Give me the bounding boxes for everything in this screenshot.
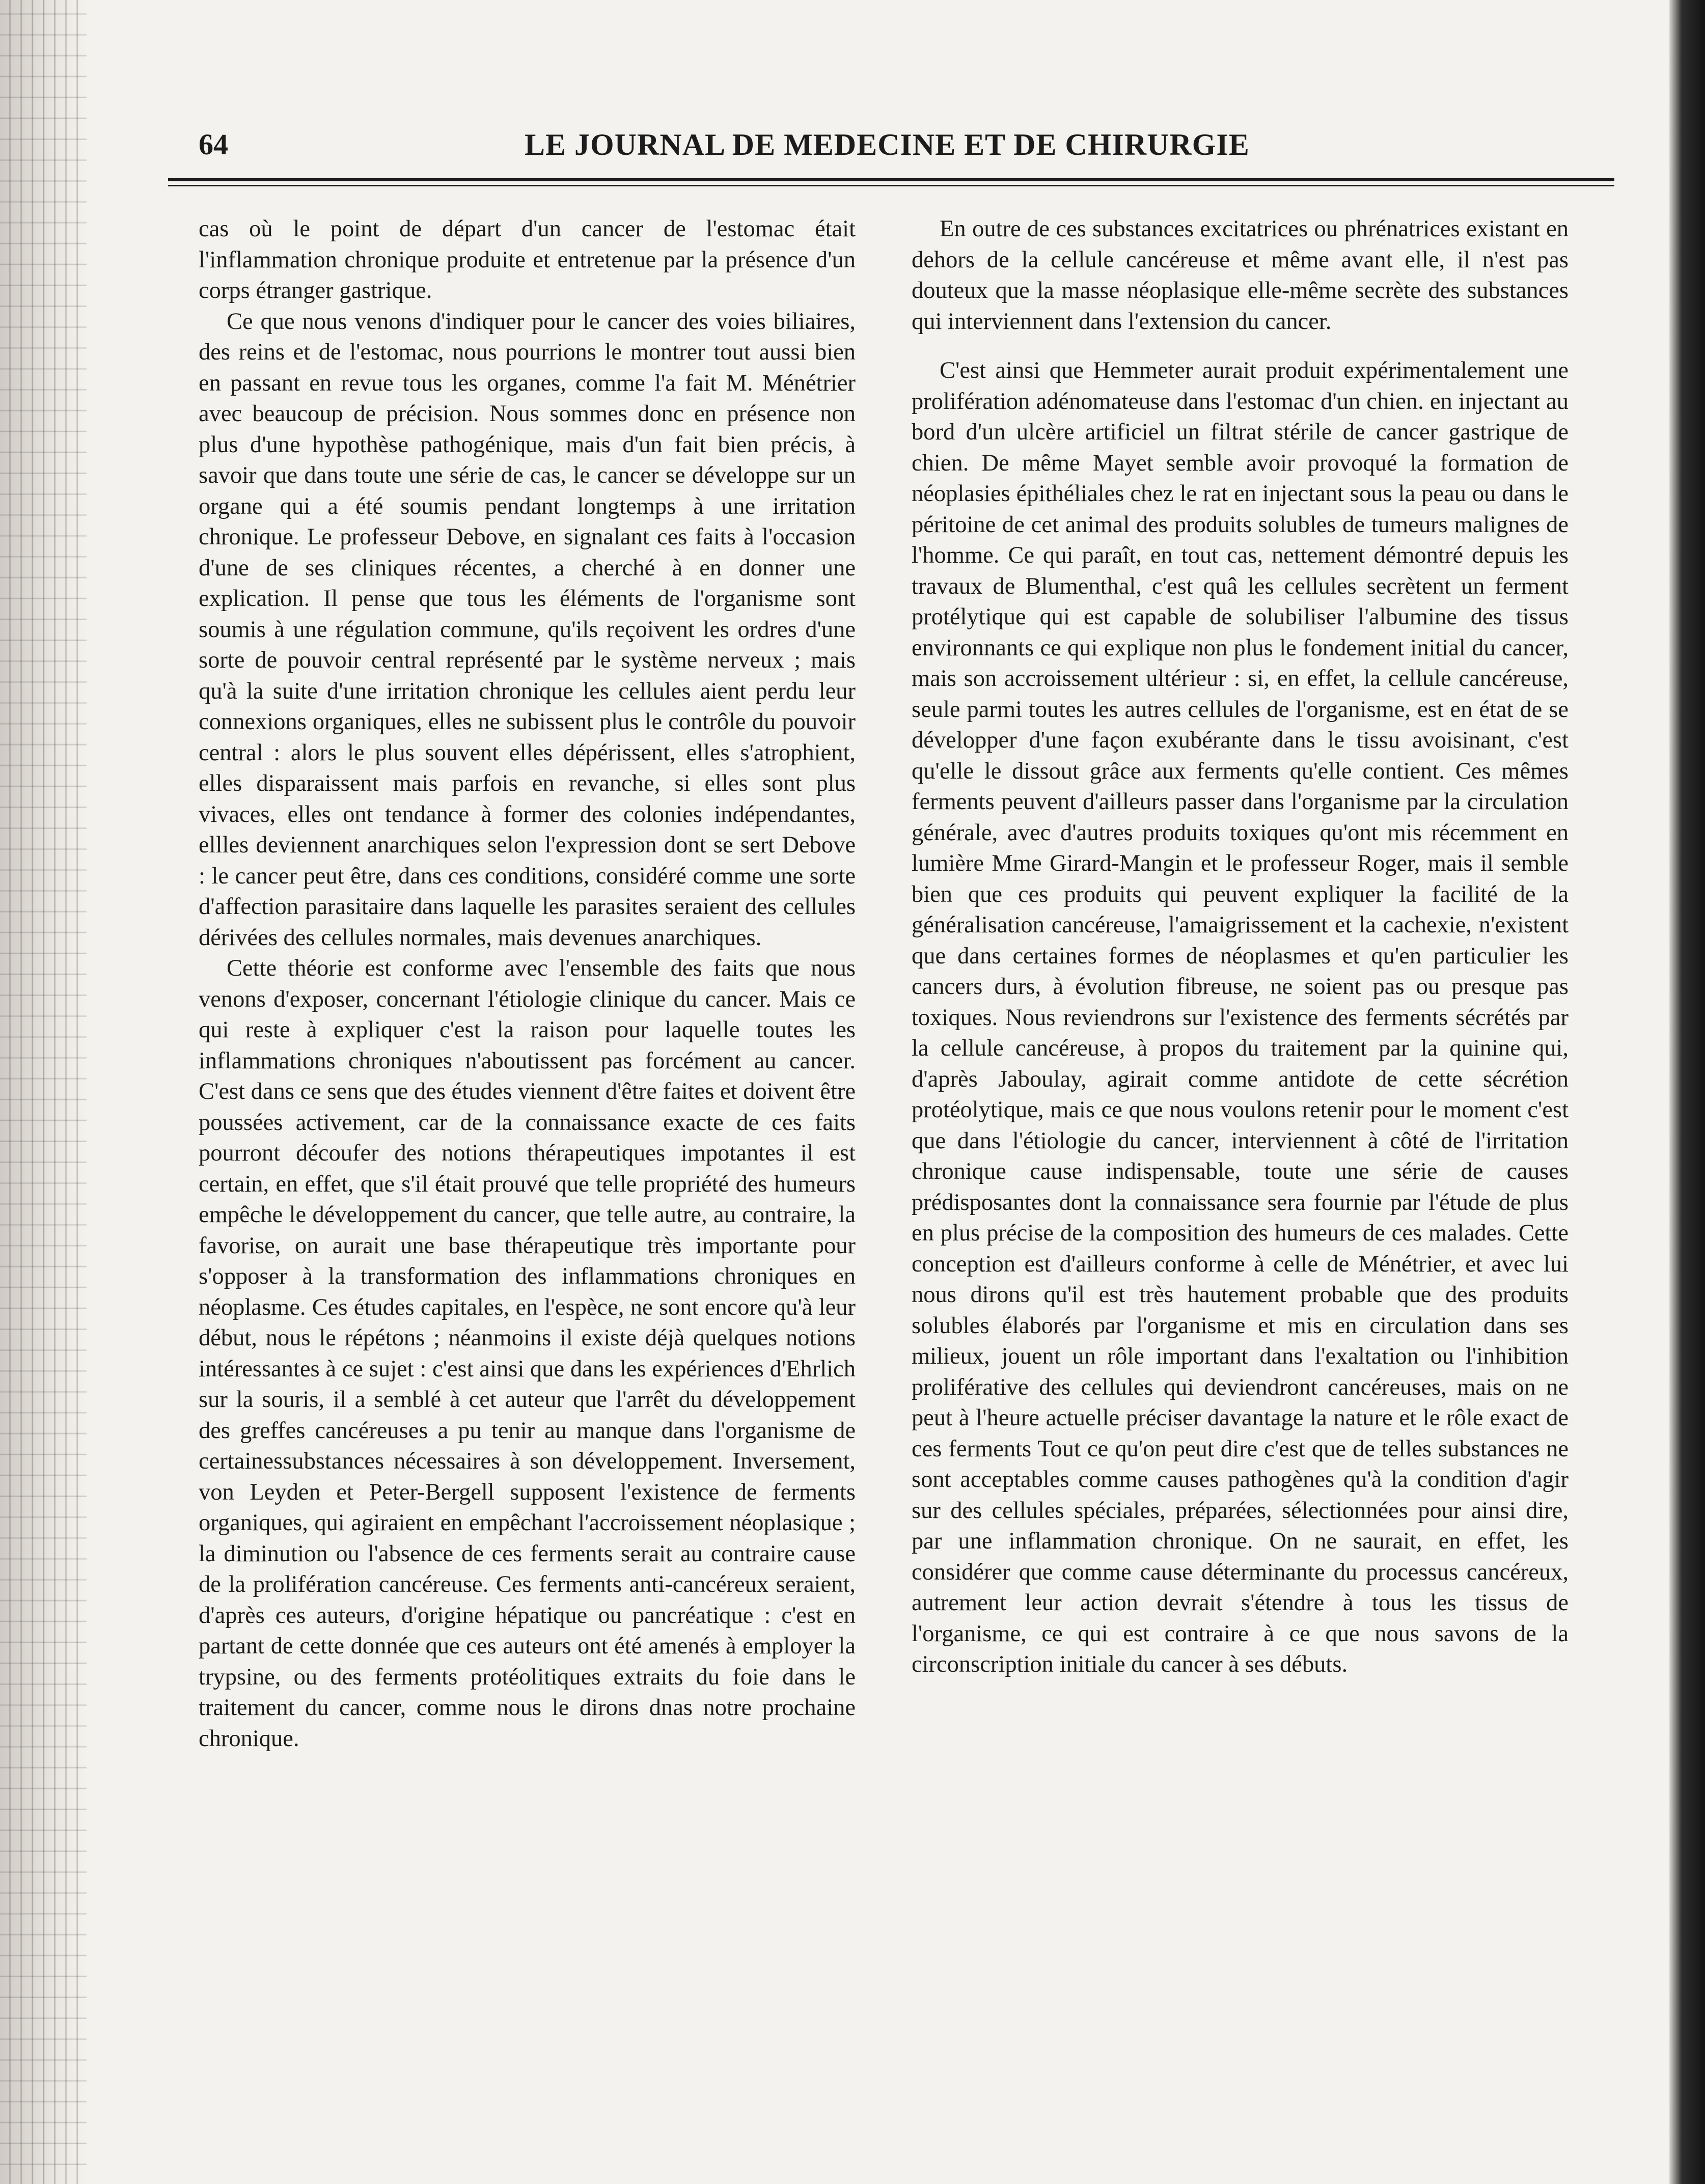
paragraph: cas où le point de départ d'un cancer de l'estomac était l'inflammation chronique produite et entretenue par la présence d'un corps étranger gastrique. xyxy=(199,216,856,303)
scanned-page-edge xyxy=(1669,0,1705,2184)
paragraph: Ce que nous venons d'indiquer pour le cancer des voies biliaires, des reins et de l'estomac, nous pourrions le montrer tout aussi bien en passant en revue tous les organes, comme l'a fait M. Ménétrier avec beaucoup de précision. Nous sommes donc en présence non plus d'une hypothèse pathogénique, mais d'un fait bien précis, à savoir que dans toute une série de cas, le cancer se développe sur un organe qui a été soumis pendant longtemps à une irritation chronique. Le professeur Debove, en signalant ces faits à l'occasion d'une de ses cliniques récentes, a cherché à en donner une explication. Il pense que tous les éléments de l'organisme sont soumis à une régulation commune, qu'ils reçoivent les ordres d'une sorte de pouvoir central représenté par le système nerveux ; mais qu'à la suite d'une irritation chronique les cellules aient perdu leur connexions organiques, elles ne subissent plus le contrôle du pouvoir central : alors le plus souvent elles dépérissent, elles s'atrophient, elles disparaissent mais parfois en revanche, si elles sont plus vivaces, elles ont tendance à former des colonies indépendantes, ellles deviennent anarchiques selon l'expression dont se sert Debove : le cancer peut être, dans ces conditions, considéré comme une sorte d'affection parasitaire dans laquelle les parasites seraient des cellules dérivées des cellules normales, mais devenues anarchiques. xyxy=(199,308,856,951)
scanned-book-gutter xyxy=(0,0,87,2184)
right-column xyxy=(912,214,1569,1680)
paragraph: C'est ainsi que Hemmeter aurait produit expérimentalement une prolifération adénomateuse dans l'estomac d'un chien. en injectant au bord d'un ulcère artificiel un filtrat stérile de cancer gastrique de chien. De même Mayet semble avoir provoqué la formation de néoplasies épithéliales chez le rat en injectant sous la peau ou dans le péritoine de cet animal des produits solubles de tumeurs malignes de l'homme. Ce qui paraît, en tout cas, nettement démontré depuis les travaux de Blumenthal, c'est quâ les cellules secrètent un ferment protélytique qui est capable de solubiliser l'albumine des tissus environnants ce qui explique non plus le fondement initial du cancer, mais son accroissement ultérieur : si, en effet, la cellule cancéreuse, seule parmi toutes les autres cellules de l'organisme, est en état de se développer d'une façon exubérante dans le tissu avoisinant, c'est qu'elle le dissout grâce aux ferments qu'elle contient. Ces mêmes ferments peuvent d'ailleurs passer dans l'organisme par la circulation générale, avec d'autres produits toxiques qu'ont mis récemment en lumière Mme Girard-Mangin et le professeur Roger, mais il semble bien que ces produits qui peuvent expliquer la facilité de la généralisation cancéreuse, l'amaigrissement et la cachexie, n'existent que dans certaines formes de néoplasmes et qu'en particulier les cancers durs, à évolution fibreuse, ne soient pas ou presque pas toxiques. Nous reviendrons sur l'existence des ferments sécrétés par la cellule cancéreuse, à propos du traitement par la quinine qui, d'après Jaboulay, agirait comme antidote de cette sécrétion protéolytique, mais ce que nous voulons retenir pour le moment c'est que dans l'étiologie du cancer, interviennent à côté de l'irritation chronique cause indispensable, toute une série de causes prédisposantes dont la connaissance sera fournie par l'étude de plus en plus précise de la composition des humeurs de ces malades. Cette conception est d'ailleurs conforme à celle de Ménétrier, et avec lui nous dirons qu'il est très hautement probable que des produits solubles élaborés par l'organisme et mis en circulation dans ses milieux, jouent un rôle important dans l'exaltation ou l'inhibition proliférative des cellules qui deviendront cancéreuses, mais on ne peut à l'heure actuelle préciser davantage la nature et le rôle exact de ces ferments Tout ce qu'on peut dire c'est que de telles substances ne sont acceptables comme causes pathogènes qu'à la condition d'agir sur des cellules spéciales, préparées, sélectionnées pour ainsi dire, par une inflammation chronique. On ne saurait, en effet, les considérer que comme cause déterminante du processus cancéreux, autrement leur action devrait s'étendre à tous les tissus de l'organisme, ce qui est contraire à ce que nous savons de la circonscription initiale du cancer à ses débuts. xyxy=(912,357,1569,1677)
journal-title: LE JOURNAL DE MEDECINE ET DE CHIRURGIE xyxy=(525,128,1250,161)
paragraph: Cette théorie est conforme avec l'ensemble des faits que nous venons d'exposer, concernant l'étiologie clinique du cancer. Mais ce qui reste à expliquer c'est la raison pour laquelle toutes les inflammations chroniques n'aboutissent pas forcément au cancer. C'est dans ce sens que des études viennent d'être faites et doivent être poussées activement, car de la connaissance exacte de ces faits pourront découfer des notions thérapeutiques impotantes il est certain, en effet, que s'il était prouvé que telle propriété des humeurs empêche le développement du cancer, que telle autre, au contraire, la favorise, on aurait une base thérapeutique très importante pour s'opposer à la transformation des inflammations chroniques en néoplasme. Ces études capitales, en l'espèce, ne sont encore qu'à leur début, nous le répétons ; néanmoins il existe déjà quelques notions intéressantes à ce sujet : c'est ainsi que dans les expériences d'Ehrlich sur la souris, il a semblé à cet auteur que l'arrêt du développement des greffes cancéreuses a pu tenir au manque dans l'organisme de certainessubstances nécessaires à son développement. Inversement, von Leyden et Peter-Bergell supposent l'existence de ferments organiques, qui agiraient en empêchant l'accroissement néoplasique ; la diminution ou l'absence de ces ferments serait au contraire cause de la prolifération cancéreuse. Ces ferments anti-cancéreux seraient, d'après ces auteurs, d'origine hépatique ou pancréatique : c'est en partant de cette donnée que ces auteurs ont été amenés à employer la trypsine, ou des ferments protéolitiques extraits du foie dans le traitement du cancer, comme nous le dirons dnas notre prochaine chronique. xyxy=(199,955,856,1752)
running-header xyxy=(168,117,1614,178)
left-column xyxy=(199,214,856,1754)
header-rule xyxy=(168,178,1614,186)
paragraph: En outre de ces substances excitatrices ou phrénatrices existant en dehors de la cellule cancéreuse et même avant elle, il n'est pas douteux que la masse néoplasique elle-même secrète des substances qui interviennent dans l'extension du cancer. xyxy=(912,216,1569,335)
page-number: 64 xyxy=(199,128,228,161)
journal-page xyxy=(168,117,1614,2103)
